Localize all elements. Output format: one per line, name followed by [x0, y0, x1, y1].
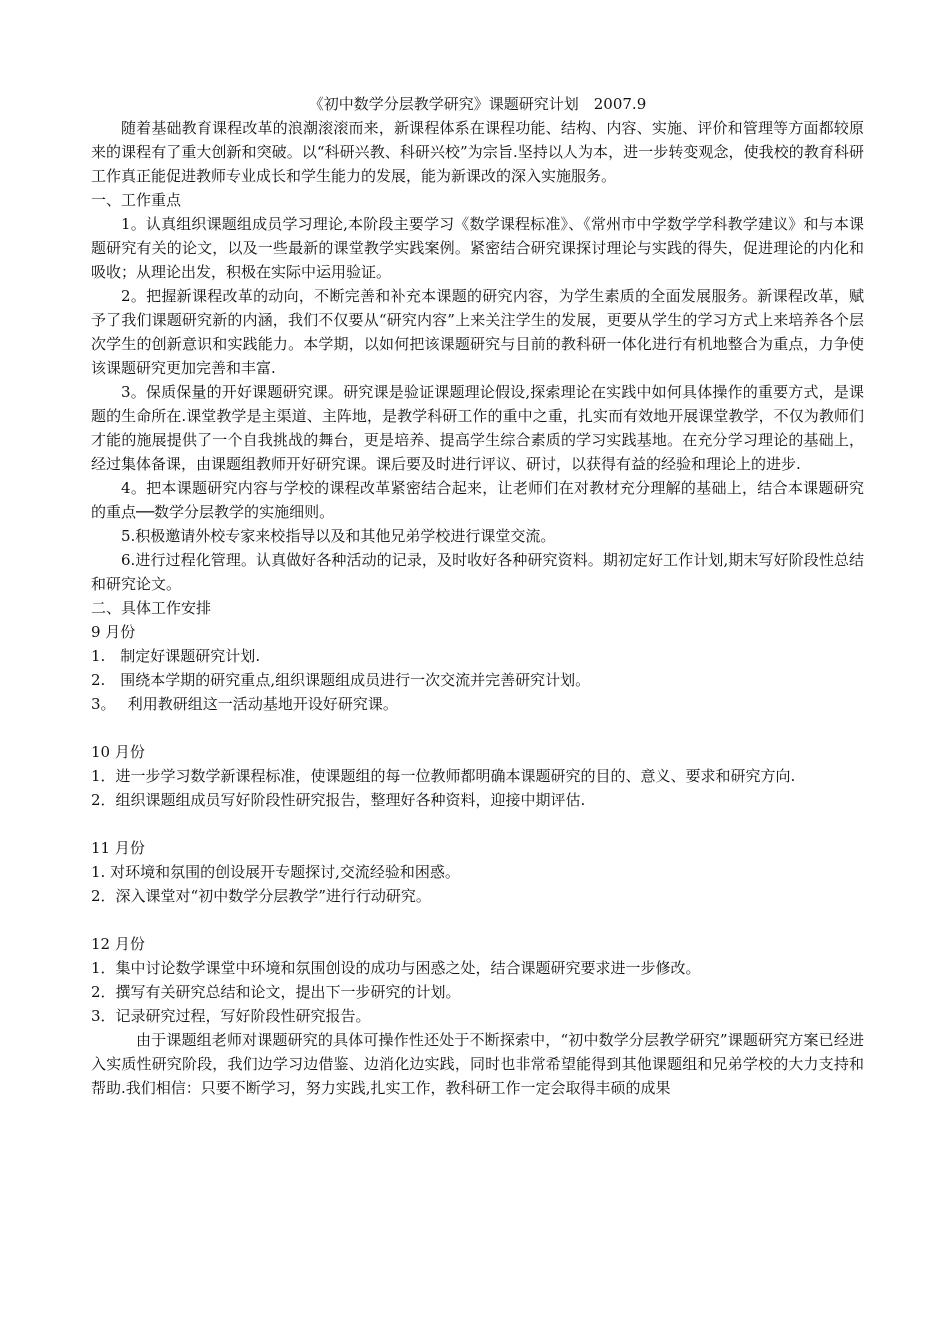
month-item: 2. 围绕本学期的研究重点,组织课题组成员进行一次交流并完善研究计划。 — [91, 671, 591, 689]
month-item: 2．深入课堂对“初中数学分层教学”进行行动研究。 — [91, 887, 431, 905]
section1-item-6: 6.进行过程化管理。认真做好各种活动的记录，及时收好各种研究资料。期初定好工作计划,期末写好阶段性总结和研究论文。 — [91, 551, 864, 593]
month-item: 2．撰写有关研究总结和论文，提出下一步研究的计划。 — [91, 983, 461, 1001]
document-title: 《初中数学分层教学研究》课题研究计划 2007.9 — [308, 95, 647, 113]
section1-item-2: 2。把握新课程改革的动向，不断完善和补充本课题的研究内容，为学生素质的全面发展服务。新课程改革，赋予了我们课题研究新的内涵，我们不仅要从“研究内容”上来关注学生的发展，更要从学生的学习方式上来培养各个层次学生的创新意识和实践能力。本学期，以如何把该课题研究与目前的教科研一体化进行有机地整合为重点，力争使该课题研究更加完善和丰富. — [91, 287, 864, 377]
month-item: 1. 对环境和氛围的创设展开专题探讨,交流经验和困惑。 — [91, 863, 460, 881]
month-item: 2．组织课题组成员写好阶段性研究报告，整理好各种资料，迎接中期评估. — [91, 791, 586, 809]
spacer — [91, 716, 864, 740]
month-item: 3．记录研究过程，写好阶段性研究报告。 — [91, 1007, 371, 1025]
month-label: 12 月份 — [91, 935, 145, 953]
section1-item-3: 3。保质保量的开好课题研究课。研究课是验证课题理论假设,探索理论在实践中如何具体操作的重要方式，是课题的生命所在.课堂教学是主渠道、主阵地，是教学科研工作的重中之重，扎实而有效地开展课堂教学，不仅为教师们才能的施展提供了一个自我挑战的舞台，更是培养、提高学生综合素质的学习实践基地。在充分学习理论的基础上，经过集体备课，由课题组教师开好研究课。课后要及时进行评议、研讨，以获得有益的经验和理论上的进步. — [91, 383, 864, 473]
spacer — [91, 908, 864, 932]
month-label: 9 月份 — [91, 623, 136, 641]
section1-heading: 一、工作重点 — [91, 191, 182, 209]
month-label: 10 月份 — [91, 743, 145, 761]
section1-item-4: 4。把本课题研究内容与学校的课程改革紧密结合起来，让老师们在对教材充分理解的基础上，结合本课题研究的重点──数学分层教学的实施细则。 — [91, 479, 864, 521]
document-page — [91, 92, 864, 1100]
section1-item-5: 5.积极邀请外校专家来校指导以及和其他兄弟学校进行课堂交流。 — [121, 527, 556, 545]
month-item: 3。 利用教研组这一活动基地开设好研究课。 — [91, 695, 398, 713]
intro-paragraph: 随着基础教育课程改革的浪潮滚滚而来，新课程体系在课程功能、结构、内容、实施、评价和管理等方面都较原来的课程有了重大创新和突破。以“科研兴教、科研兴校”为宗旨.坚持以人为本，进一步转变观念，使我校的教育科研工作真正能促进教师专业成长和学生能力的发展，能为新课改的深入实施服务。 — [91, 119, 864, 185]
section1-item-1: 1。认真组织课题组成员学习理论,本阶段主要学习《数学课程标准》、《常州市中学数学学科教学建议》和与本课题研究有关的论文，以及一些最新的课堂教学实践案例。紧密结合研究课探讨理论与实践的得失，促进理论的内化和吸收；从理论出发，积极在实际中运用验证。 — [91, 215, 864, 281]
section2-heading: 二、具体工作安排 — [91, 599, 212, 617]
conclusion-paragraph: 由于课题组老师对课题研究的具体可操作性还处于不断探索中，“初中数学分层教学研究”课题研究方案已经进入实质性研究阶段，我们边学习边借鉴、边消化边实践，同时也非常希望能得到其他课题组和兄弟学校的大力支持和帮助.我们相信：只要不断学习，努力实践,扎实工作，教科研工作一定会取得丰硕的成果 — [91, 1031, 864, 1097]
month-item: 1. 制定好课题研究计划. — [91, 647, 261, 665]
month-item: 1．进一步学习数学新课程标准，使课题组的每一位教师都明确本课题研究的目的、意义、要求和研究方向. — [91, 767, 796, 785]
month-label: 11 月份 — [91, 839, 145, 857]
month-item: 1．集中讨论数学课堂中环境和氛围创设的成功与困惑之处，结合课题研究要求进一步修改。 — [91, 959, 701, 977]
spacer — [91, 812, 864, 836]
